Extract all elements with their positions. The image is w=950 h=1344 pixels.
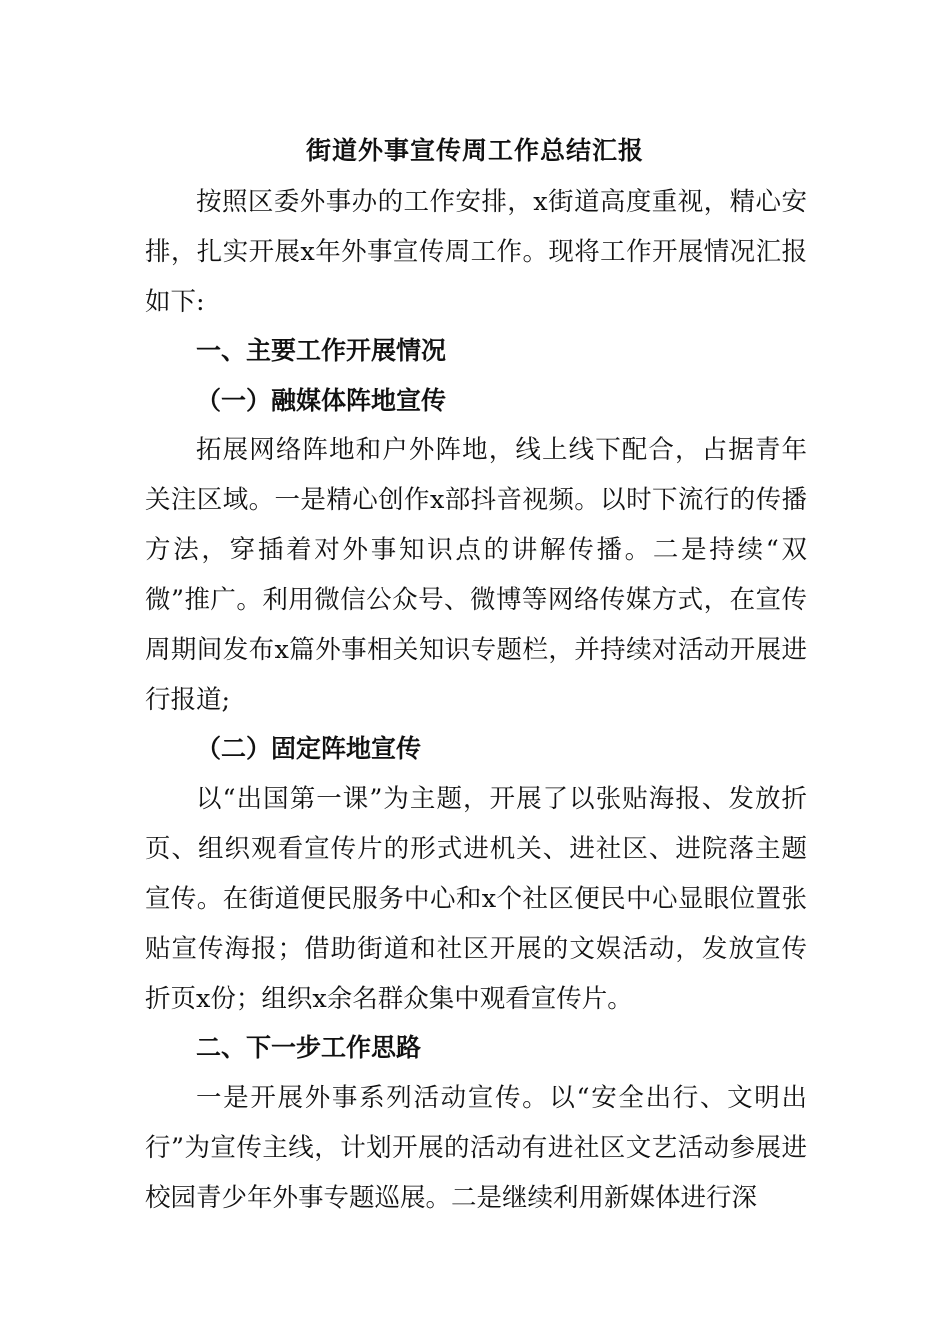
section-1-heading: 一、主要工作开展情况 [196, 336, 447, 365]
section-2-heading: 二、下一步工作思路 [196, 1033, 422, 1062]
intro-paragraph: 按照区委外事办的工作安排，x街道高度重视，精心安排，扎实开展x年外事宣传周工作。现将工作开展情况汇报如下: [145, 187, 807, 317]
subsection-1-heading: （一）融媒体阵地宣传 [196, 386, 447, 415]
subsection-2-heading: （二）固定阵地宣传 [196, 734, 422, 763]
subsection-2-body: 以“出国第一课”为主题，开展了以张贴海报、发放折页、组织观看宣传片的形式进机关、进社区、进院落主题宣传。在街道便民服务中心和x个社区便民中心显眼位置张贴宣传海报；借助街道和社区开展的文娱活动，发放宣传折页x份；组织x余名群众集中观看宣传片。 [145, 784, 807, 1014]
document-title: 街道外事宣传周工作总结汇报 [305, 136, 644, 165]
subsection-1-body: 拓展网络阵地和户外阵地，线上线下配合，占据青年关注区域。一是精心创作x部抖音视频。以时下流行的传播方法，穿插着对外事知识点的讲解传播。二是持续“双微”推广。利用微信公众号、微博等网络传媒方式，在宣传周期间发布x篇外事相关知识专题栏，并持续对活动开展进行报道; [145, 435, 807, 715]
section-2-body: 一是开展外事系列活动宣传。以“安全出行、文明出行”为宣传主线，计划开展的活动有进社区文艺活动参展进校园青少年外事专题巡展。二是继续利用新媒体进行深 [145, 1083, 807, 1213]
